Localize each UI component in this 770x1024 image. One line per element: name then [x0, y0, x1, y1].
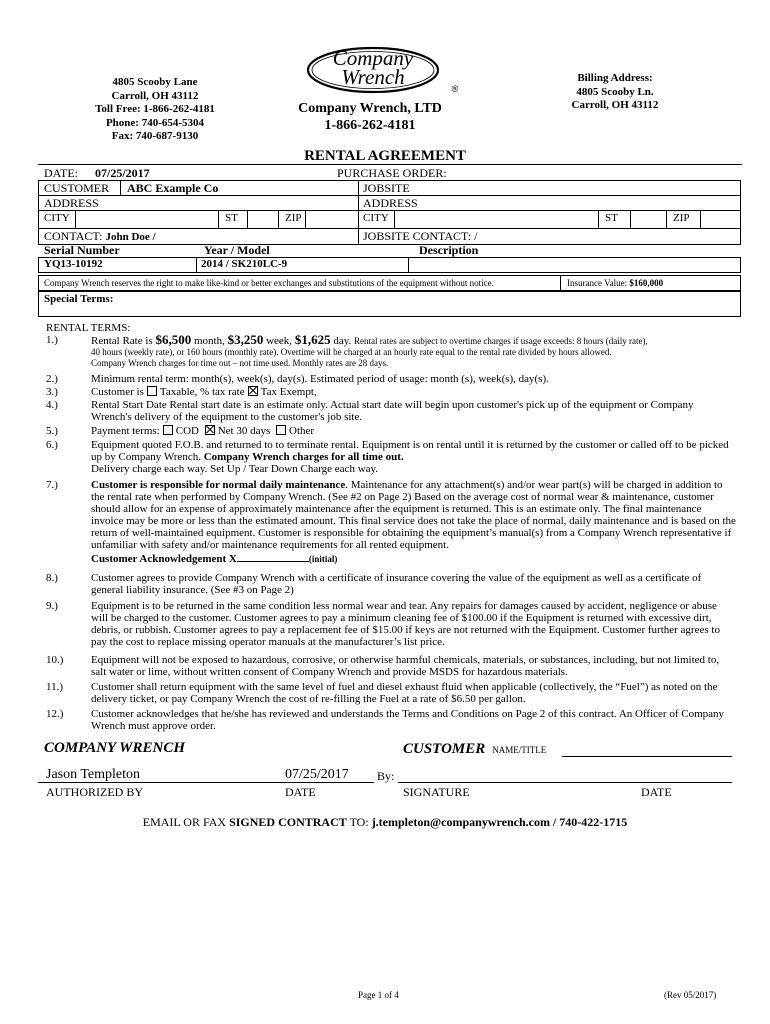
- logo-text-wrench: Wrench: [341, 65, 405, 89]
- company-logo: [305, 46, 465, 101]
- grid-line: [278, 210, 279, 228]
- initial-field[interactable]: [237, 551, 309, 562]
- term-5: [46, 425, 736, 437]
- net30-checkbox[interactable]: [205, 425, 215, 435]
- signer-date[interactable]: 07/25/2017: [285, 767, 349, 782]
- term-text: Rental Rate is: [91, 335, 153, 347]
- jobsite-label: JOBSITE: [363, 181, 410, 195]
- company-wrench-heading: COMPANY WRENCH: [44, 740, 185, 756]
- col-serial: Serial Number: [44, 243, 120, 257]
- term-6: [46, 439, 736, 475]
- initial-label: (initial): [308, 554, 338, 564]
- term-number: 3.): [46, 386, 58, 398]
- year-model-value[interactable]: 2014 / SK210LC-9: [201, 258, 288, 270]
- term-text: Customer agrees to provide Company Wrench with a certificate of insurance covering the value of the equipment as well as a certificate of general liability insurance. (See #3 on Page 2): [91, 572, 702, 596]
- term-text: Equipment quoted F.O.B. and returned to to terminate rental. Equipment is on rental until it is returned by the customer or called off to be picked up by Company Wrench.: [91, 439, 729, 463]
- term-text: Minimum rental term: month(s), week(s), day(s). Estimated period of usage: month (s), week(s), day(s).: [91, 373, 549, 385]
- term-number: 11.): [46, 681, 64, 693]
- title-divider: [38, 164, 742, 165]
- term-number: 12.): [46, 708, 64, 720]
- term-text: Equipment will not be exposed to hazardous, corrosive, or otherwise harmful chemicals, materials, or substances, including, but not limited to, salt water or lime, without written consent of Company Wrench and provide MSDS for hazardous materials.: [91, 654, 720, 678]
- term-number: 7.): [46, 479, 58, 491]
- billing-line: 4805 Scooby Ln.: [576, 85, 654, 98]
- company-block: [285, 100, 455, 134]
- logo-text-company: Company: [332, 46, 414, 70]
- jobsite-st-label: ST: [605, 212, 618, 224]
- email-text: TO:: [349, 815, 369, 829]
- address-line: Fax: 740-687-9130: [111, 130, 199, 142]
- signature-label: SIGNATURE: [403, 785, 470, 799]
- billing-label: Billing Address:: [577, 72, 653, 84]
- signature-line-right[interactable]: [398, 782, 732, 783]
- company-name: Company Wrench, LTD: [298, 101, 442, 116]
- jobsite-contact-label: JOBSITE CONTACT:: [363, 229, 472, 243]
- term-small: Company Wrench charges for time out – not time used. Monthly rates are 28 days.: [91, 358, 389, 368]
- by-label: By:: [377, 769, 395, 783]
- insurance-value[interactable]: $160,000: [629, 278, 664, 288]
- rental-terms-heading: RENTAL TERMS:: [46, 322, 131, 334]
- term-text: Customer is: [91, 386, 144, 398]
- term-text: Tax Exempt,: [260, 386, 317, 398]
- grid-line: [75, 210, 76, 228]
- term-number: 5.): [46, 425, 58, 437]
- grid-line: [305, 210, 306, 228]
- address-line: Carroll, OH 43112: [111, 89, 199, 102]
- term-small: 40 hours (weekly rate), or 160 hours (monthly rate). Overtime will be charged at an hourly rate equal to the rental rate divided by hours allowed.: [91, 347, 612, 357]
- insurance-label: Insurance Value:: [567, 278, 628, 288]
- customer-heading: CUSTOMER: [403, 741, 486, 757]
- grid-line: [247, 210, 248, 228]
- term-text: Payment terms:: [91, 425, 160, 437]
- term-3: [46, 386, 736, 398]
- term-12: [46, 708, 736, 732]
- term-number: 6.): [46, 439, 58, 451]
- date-label: DATE:: [44, 166, 78, 180]
- cod-checkbox[interactable]: [163, 425, 173, 435]
- email-text-bold: SIGNED CONTRACT: [229, 815, 347, 829]
- term-text: . Maintenance for any attachment(s) and/or wear part(s) will be charged in addition to the rental rate when performed by Company Wrench. (See #2 on Page 2) Based on the average cost of normal wear & maintenance, customer should allow for an expense of approximately maintenance after the equipment is returned. This is an estimate only. The final maintenance invoice may be more or less than the estimated amount. This final service does not take the place of normal, daily maintenance and is based on the return of well-maintained equipment. Customer is responsible for obtaining the equipment’s manual(s) from a Company Wrench representative if unfamiliar with safety and/or maintenance requirements for all rented equipment.: [91, 479, 736, 551]
- jobsite-contact-row: [363, 229, 477, 244]
- reserve-note: Company Wrench reserves the right to make like-kind or better exchanges and substitutions of the equipment without notice.: [44, 278, 494, 288]
- grid-line: [666, 210, 667, 228]
- customer-value[interactable]: ABC Example Co: [127, 181, 219, 195]
- billing-line: Carroll, OH 43112: [571, 99, 659, 111]
- city-label: CITY: [44, 212, 70, 224]
- term-9: [46, 600, 736, 648]
- jobsite-address-label: ADDRESS: [363, 196, 418, 210]
- registered-mark: ®: [451, 84, 459, 94]
- term-bold-text: Customer is responsible for normal daily maintenance: [91, 479, 346, 491]
- special-terms-box: [38, 291, 741, 317]
- revision: (Rev 05/2017): [664, 990, 717, 1000]
- tax-exempt-checkbox[interactable]: [248, 386, 258, 396]
- company-phone: 1-866-262-4181: [324, 118, 416, 133]
- term-text: month,: [193, 335, 225, 347]
- term-2: [46, 373, 736, 385]
- other-checkbox[interactable]: [276, 425, 286, 435]
- term-text: Taxable, % tax rate: [159, 386, 245, 398]
- rate-week-value[interactable]: $3,250: [227, 332, 264, 347]
- term-text: Customer shall return equipment with the same level of fuel and diesel exhaust fluid when applicable (collectively, the “Fuel”) as noted on the delivery ticket, or pay Company Wrench the cost of re-filling the Fuel at a rate of $6.50 per gallon.: [91, 681, 718, 705]
- date-row: [44, 166, 150, 181]
- grid-line: [560, 275, 561, 291]
- grid-line: [700, 210, 701, 228]
- term-text: Net 30 days: [217, 425, 271, 437]
- email-instruction: [0, 815, 770, 830]
- term-8: [46, 572, 736, 596]
- grid-line: [598, 210, 599, 228]
- po-label: PURCHASE ORDER:: [337, 166, 447, 180]
- term-text: week,: [266, 335, 293, 347]
- contact-value[interactable]: John Doe /: [105, 231, 156, 243]
- term-text: day.: [333, 335, 352, 347]
- company-address: [70, 76, 240, 144]
- contact-row: [44, 229, 156, 244]
- term-4: [46, 399, 736, 423]
- grid-line: [196, 257, 197, 273]
- grid-line: [218, 210, 219, 228]
- customer-label: CUSTOMER: [44, 181, 110, 195]
- equipment-row: [38, 257, 741, 273]
- jobsite-city-label: CITY: [363, 212, 389, 224]
- address-line: Phone: 740-654-5304: [105, 116, 205, 129]
- term-text: Equipment is to be returned in the same condition less normal wear and tear. Any repairs for damages caused by accident, negligence or abuse will be charged to the customer. Customer agrees to pay a minimum cleaning fee of $100.00 if the Equipment is returned with excessive dirt, debris, or rubbish. Customer agrees to pay a replacement fee of $15.00 if keys are not returned with the Equipment. Customer further agrees to pay the cost to replace missing operator manuals at the manufacturer’s list price.: [91, 600, 720, 648]
- rate-month-value[interactable]: $6,500: [155, 332, 192, 347]
- email-text: EMAIL OR FAX: [142, 815, 227, 829]
- jobsite-zip-label: ZIP: [673, 212, 690, 224]
- email-contact[interactable]: j.templeton@companywrench.com / 740-422-1715: [371, 815, 628, 829]
- address-line: Toll Free: 1-866-262-4181: [95, 103, 215, 115]
- address-label: ADDRESS: [44, 196, 99, 210]
- term-10: [46, 654, 736, 678]
- term-text: Rental Start Date Rental start date is an estimate only. Actual start date will begin upon customer's pick up of the equipment or Company Wrench's delivery of the equipment to the customer's job site.: [91, 399, 694, 423]
- contact-label: CONTACT:: [44, 229, 103, 243]
- taxable-checkbox[interactable]: [147, 386, 157, 396]
- grid-divider: [358, 180, 359, 245]
- name-title-line[interactable]: [562, 756, 732, 757]
- term-number: 9.): [46, 600, 58, 612]
- grid-line: [120, 180, 121, 195]
- date-label-customer: DATE: [641, 785, 672, 799]
- rate-day-value[interactable]: $1,625: [294, 332, 331, 347]
- term-number: 10.): [46, 654, 64, 666]
- acknowledgement-label: Customer Acknowledgement X: [91, 553, 237, 565]
- term-number: 8.): [46, 572, 58, 584]
- term-text: Customer acknowledges that he/she has reviewed and understands the Terms and Conditions on Page 2 of this contract. An Officer of Company Wrench must approve order.: [91, 708, 725, 732]
- term-bold-text: Company Wrench charges for all time out.: [203, 451, 404, 463]
- st-label: ST: [225, 212, 238, 224]
- col-description: Description: [419, 243, 479, 257]
- authorized-by-label: AUTHORIZED BY: [46, 785, 143, 799]
- grid-line: [630, 210, 631, 228]
- address-line: 4805 Scooby Lane: [112, 76, 198, 88]
- term-number: 2.): [46, 373, 58, 385]
- insurance-row: [567, 278, 663, 288]
- page-title: RENTAL AGREEMENT: [304, 148, 466, 164]
- date-label-authorized: DATE: [285, 785, 316, 799]
- term-small: Rental rates are subject to overtime charges if usage exceeds: 8 hours (daily rate),: [353, 336, 648, 346]
- zip-label: ZIP: [285, 212, 302, 224]
- term-number: 1.): [46, 334, 58, 346]
- serial-value[interactable]: YQ13-10192: [44, 258, 103, 270]
- term-text: Other: [289, 425, 315, 437]
- col-year-model: Year / Model: [204, 243, 270, 257]
- page-number: Page 1 of 4: [358, 990, 399, 1000]
- jobsite-contact-value[interactable]: /: [474, 229, 478, 243]
- grid-line: [408, 257, 409, 273]
- signer-name[interactable]: Jason Templeton: [46, 767, 141, 782]
- date-value[interactable]: 07/25/2017: [95, 166, 150, 180]
- signature-line-left: [38, 782, 374, 783]
- name-title-label: NAME/TITLE: [492, 745, 547, 755]
- term-7: [46, 479, 736, 565]
- grid-line: [394, 210, 395, 228]
- special-terms-label: Special Terms:: [44, 293, 114, 305]
- term-1: [46, 334, 736, 369]
- term-number: 4.): [46, 399, 58, 411]
- term-11: [46, 681, 736, 705]
- billing-address: [545, 72, 685, 113]
- term-text: Delivery charge each way. Set Up / Tear Down Charge each way.: [91, 463, 379, 475]
- term-text: COD: [175, 425, 199, 437]
- customer-heading-row: [403, 740, 546, 758]
